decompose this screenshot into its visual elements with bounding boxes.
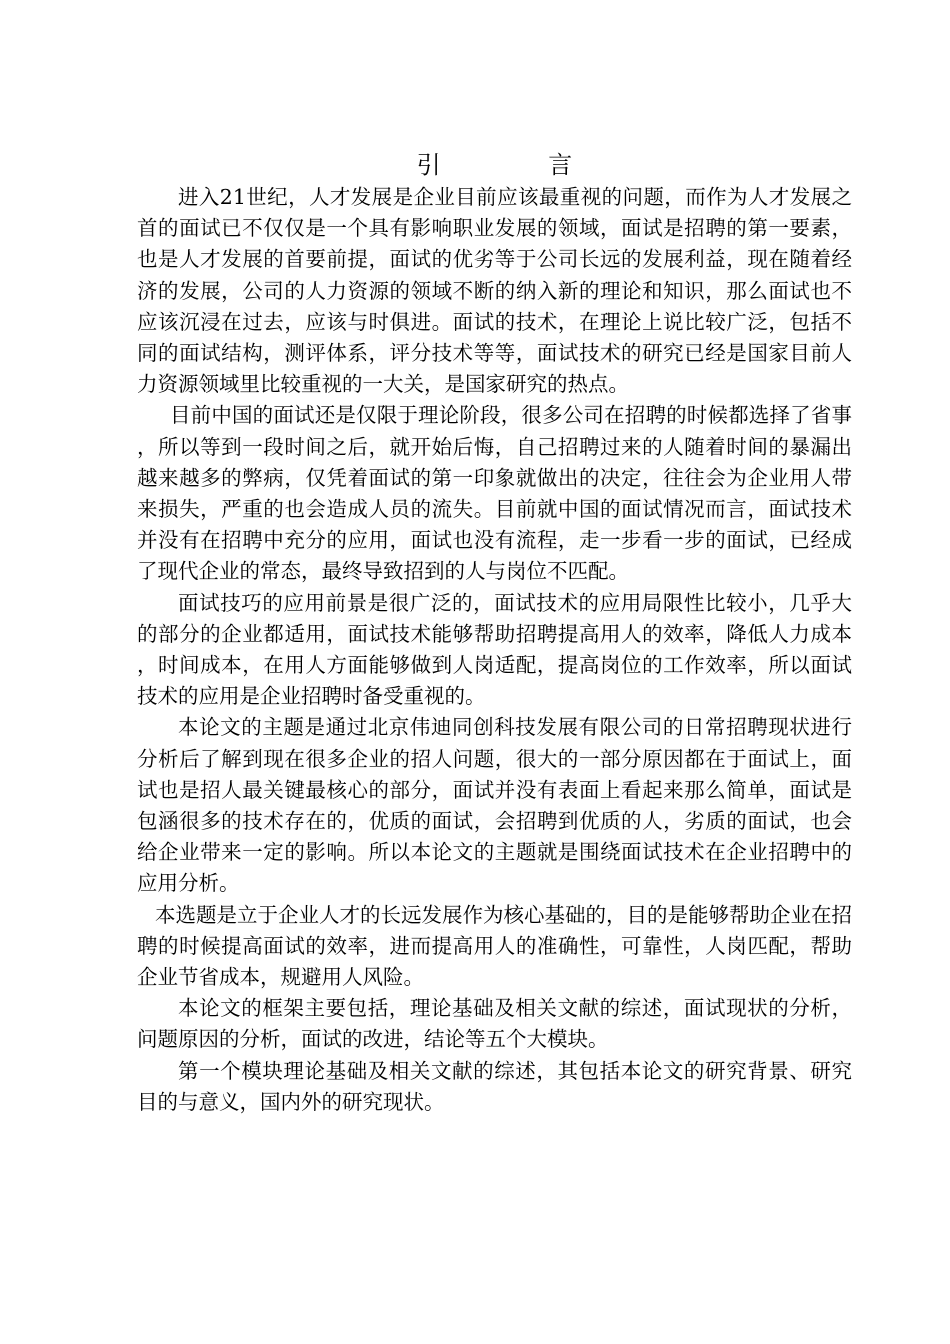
paragraph-5: 本选题是立于企业人才的长远发展作为核心基础的，目的是能够帮助企业在招聘的时候提高面试的效率，进而提高用人的准确性，可靠性，人岗匹配，帮助企业节省成本，规避用人风险。	[137, 902, 852, 990]
paragraph-1: 进入21世纪，人才发展是企业目前应该最重视的问题，而作为人才发展之首的面试已不仅仅是一个具有影响职业发展的领域，面试是招聘的第一要素，也是人才发展的首要前提，面试的优劣等于公司长远的发展利益，现在随着经济的发展，公司的人力资源的领域不断的纳入新的理论和知识，那么面试也不应该沉浸在过去，应该与时俱进。面试的技术，在理论上说比较广泛，包括不同的面试结构，测评体系，评分技术等等，面试技术的研究已经是国家目前人力资源领域里比较重视的一大关，是国家研究的热点。	[137, 185, 852, 397]
page-title: 引 言	[416, 151, 623, 179]
document-body	[137, 148, 852, 1118]
paragraph-3: 面试技巧的应用前景是很广泛的，面试技术的应用局限性比较小，几乎大的部分的企业都适用，面试技术能够帮助招聘提高用人的效率，降低人力成本，时间成本，在用人方面能够做到人岗适配，提高岗位的工作效率，所以面试技术的应用是企业招聘时备受重视的。	[137, 590, 852, 709]
paragraph-7: 第一个模块理论基础及相关文献的综述，其包括本论文的研究背景、研究目的与意义，国内外的研究现状。	[137, 1058, 852, 1114]
paragraph-2: 目前中国的面试还是仅限于理论阶段，很多公司在招聘的时候都选择了省事，所以等到一段时间之后，就开始后悔，自己招聘过来的人随着时间的暴漏出越来越多的弊病，仅凭着面试的第一印象就做出的决定，往往会为企业用人带来损失，严重的也会造成人员的流失。目前就中国的面试情况而言，面试技术并没有在招聘中充分的应用，面试也没有流程，走一步看一步的面试，已经成了现代企业的常态，最终导致招到的人与岗位不匹配。	[137, 403, 852, 584]
paragraph-4: 本论文的主题是通过北京伟迪同创科技发展有限公司的日常招聘现状进行分析后了解到现在很多企业的招人问题，很大的一部分原因都在于面试上，面试也是招人最关键最核心的部分，面试并没有表面上看起来那么简单，面试是包涵很多的技术存在的，优质的面试，会招聘到优质的人，劣质的面试，也会给企业带来一定的影响。所以本论文的主题就是围绕面试技术在企业招聘中的应用分析。	[137, 715, 852, 896]
paragraph-6: 本论文的框架主要包括，理论基础及相关文献的综述，面试现状的分析，问题原因的分析，面试的改进，结论等五个大模块。	[137, 996, 852, 1052]
